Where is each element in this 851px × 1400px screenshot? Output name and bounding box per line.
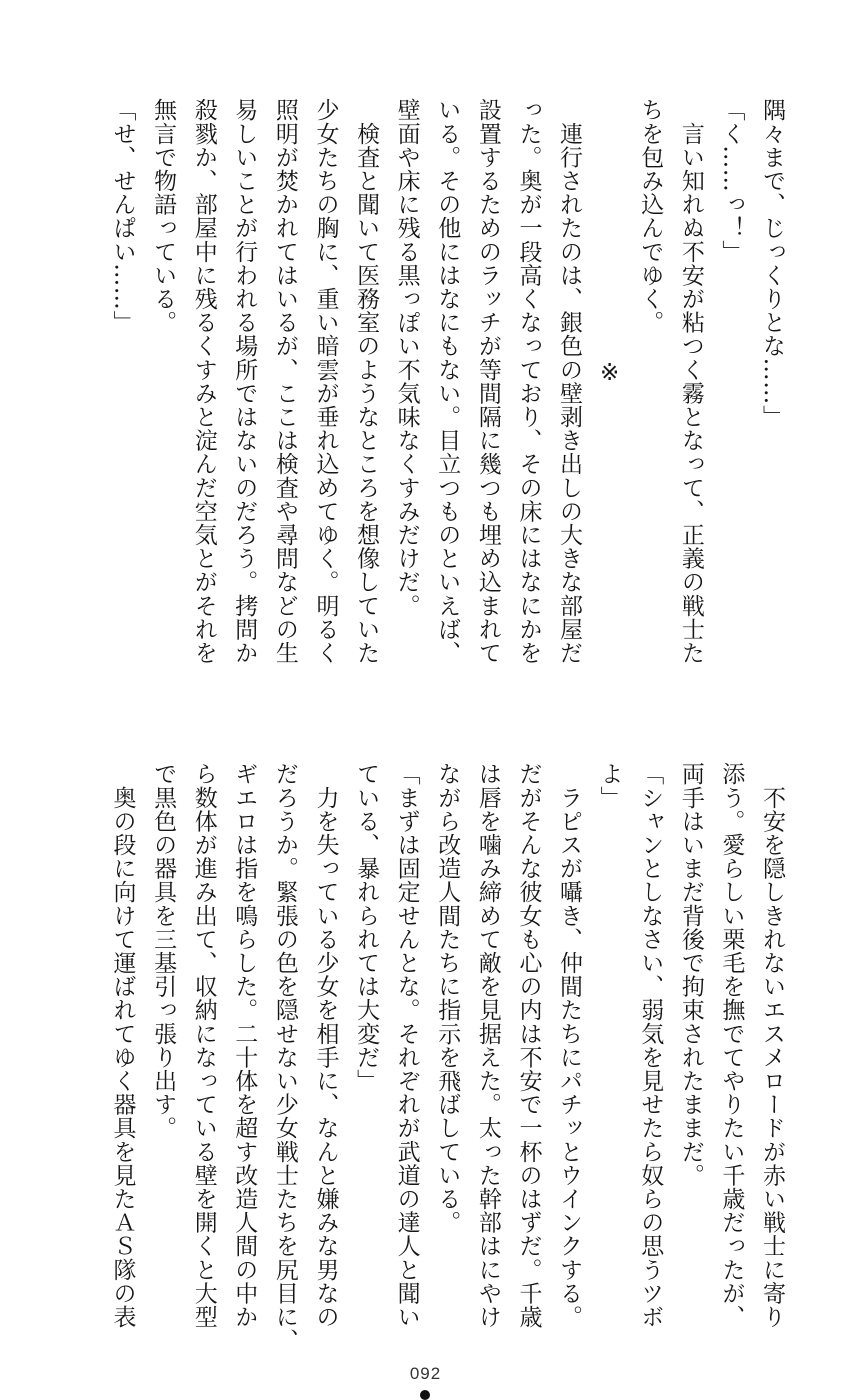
text-line: った。奥が一段高くなっており、その床にはなにかを (515, 98, 542, 665)
text-line: だがそんな彼女も心の内は不安で一杯のはずだ。千歳 (515, 762, 542, 1329)
text-line: 「まずは固定せんとな。それぞれが武道の達人と聞い (393, 762, 420, 1329)
text-line: 添う。愛らしい栗毛を撫でてやりたい千歳だったが、 (718, 762, 745, 1329)
text-line: 壁面や床に残る黒っぽい不気味なくすみだけだ。 (393, 98, 420, 618)
text-line: で黒色の器具を三基引っ張り出す。 (150, 762, 177, 1140)
text-line: 隅々まで、じっくりとな……」 (759, 98, 785, 429)
page-number: 092 (409, 1364, 442, 1383)
text-line: いる。その他にはなにもない。目立つものといえば、 (434, 98, 461, 665)
text-line: 照明が焚かれてはいるが、ここは検査や尋問などの生 (271, 98, 298, 665)
text-line: 殺戮か、部屋中に残るくすみと淀んだ空気とがそれを (190, 98, 217, 665)
text-line: 奥の段に向けて運ばれてゆく器具を見たＡＳ隊の表 (109, 762, 136, 1329)
text-line: 両手はいまだ背後で拘束されたままだ。 (677, 762, 704, 1187)
text-line: ている、暴れられては大変だ」 (353, 762, 380, 1093)
text-line: 連行されたのは、銀色の壁剥き出しの大きな部屋だ (556, 98, 583, 665)
text-line: 「せ、せんぱい……」 (109, 98, 136, 334)
text-line: ちを包み込んでゆく。 (637, 98, 664, 334)
text-line: 「く……っ！」 (718, 98, 745, 264)
text-line: よ」 (596, 762, 623, 810)
text-line: ラピスが囁き、仲間たちにパチッとウインクする。 (556, 762, 583, 1329)
text-line: だろうか。緊張の色を隠せない少女戦士たちを尻目に、 (271, 762, 298, 1352)
text-block-top (100, 98, 792, 698)
text-line: ギエロは指を鳴らした。二十体を超す改造人間の中か (231, 762, 258, 1329)
text-block-bottom (100, 762, 792, 1362)
page-ornament-dot (420, 1390, 430, 1400)
text-line: 無言で物語っている。 (150, 98, 177, 334)
text-line: 設置するためのラッチが等間隔に幾つも埋め込まれて (474, 98, 501, 665)
text-line: 言い知れぬ不安が粘つく霧となって、正義の戦士た (677, 98, 704, 665)
text-line: 易しいことが行われる場所ではないのだろう。拷問か (231, 98, 258, 665)
text-line: 力を失っている少女を相手に、なんと嫌みな男なの (312, 762, 339, 1329)
text-line: 少女たちの胸に、重い暗雲が垂れ込めてゆく。明るく (312, 98, 339, 665)
section-break-mark: ※ (596, 360, 623, 387)
text-line: 検査と聞いて医務室のようなところを想像していた (353, 98, 380, 665)
text-line: 不安を隠しきれないエスメロードが赤い戦士に寄り (759, 762, 785, 1329)
text-line: 「シャンとしなさい、弱気を見せたら奴らの思うツボ (637, 762, 664, 1329)
text-line: ら数体が進み出て、収納になっている壁を開くと大型 (190, 762, 217, 1329)
text-line: は唇を噛み締めて敵を見据えた。太った幹部はにやけ (474, 762, 501, 1329)
text-line: ながら改造人間たちに指示を飛ばしている。 (434, 762, 461, 1234)
